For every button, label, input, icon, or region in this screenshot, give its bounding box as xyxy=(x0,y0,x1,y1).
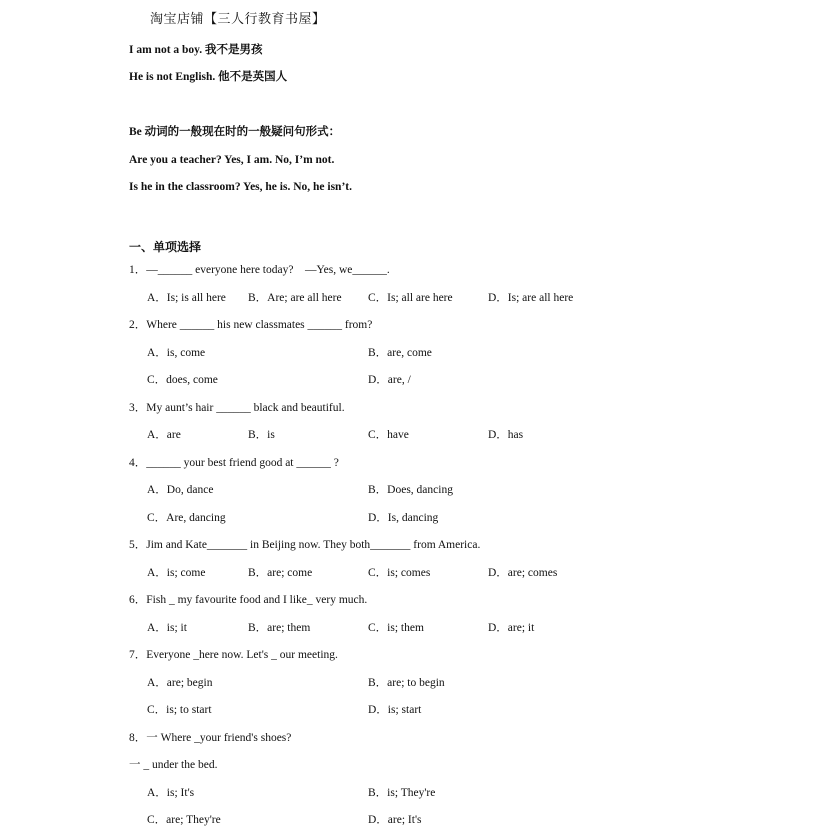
negative-example-1: I am not a boy. 我不是男孩 xyxy=(129,44,263,56)
option-b: B．are; them xyxy=(248,622,311,634)
question-stem: 2．Where ______ his new classmates ______ from? xyxy=(129,319,373,331)
option-b: B．is xyxy=(248,429,275,441)
option-b: B．Are; are all here xyxy=(248,292,342,304)
option-b: B．are; to begin xyxy=(368,677,445,689)
question-stem: 5．Jim and Kate_______ in Beijing now. They both_______ from America. xyxy=(129,539,481,551)
option-b: B．Does, dancing xyxy=(368,484,453,496)
question-stem: 3．My aunt’s hair ______ black and beautiful. xyxy=(129,402,345,414)
option-b: B．is; They're xyxy=(368,787,436,799)
option-a: A．is; come xyxy=(147,567,206,579)
question-example-2: Is he in the classroom? Yes, he is. No, he isn’t. xyxy=(129,181,352,193)
question-stem: 7．Everyone _here now. Let's _ our meeting. xyxy=(129,649,338,661)
option-d: D．Is, dancing xyxy=(368,512,439,524)
option-c: C．Are, dancing xyxy=(147,512,226,524)
question-stem: 4．______ your best friend good at ______ ? xyxy=(129,457,339,469)
option-d: D．has xyxy=(488,429,524,441)
option-d: D．is; start xyxy=(368,704,422,716)
option-d: D．are; It's xyxy=(368,814,422,826)
option-c: C．is; them xyxy=(368,622,424,634)
option-a: A．Is; is all here xyxy=(147,292,226,304)
option-d: D．are; it xyxy=(488,622,535,634)
option-d: D．are; comes xyxy=(488,567,558,579)
option-a: A．is; it xyxy=(147,622,187,634)
question-example-1: Are you a teacher? Yes, I am. No, I’m not. xyxy=(129,154,335,166)
question-stem: 8．一 Where _your friend's shoes? xyxy=(129,732,292,744)
option-c: C．Is; all are here xyxy=(368,292,453,304)
negative-example-2: He is not English. 他不是英国人 xyxy=(129,71,288,83)
option-d: D．Is; are all here xyxy=(488,292,574,304)
question-form-title: Be 动词的一般现在时的一般疑问句形式： xyxy=(129,126,341,138)
option-b: B．are, come xyxy=(368,347,432,359)
option-a: A．is; It's xyxy=(147,787,195,799)
option-a: A．are; begin xyxy=(147,677,213,689)
question-stem-reply: 一 _ under the bed. xyxy=(129,759,218,771)
option-a: A．are xyxy=(147,429,181,441)
section-title: 一、单项选择 xyxy=(129,240,202,254)
option-b: B．are; come xyxy=(248,567,313,579)
option-c: C．is; to start xyxy=(147,704,212,716)
option-a: A．is, come xyxy=(147,347,206,359)
option-c: C．is; comes xyxy=(368,567,431,579)
shop-name: 淘宝店铺【三人行教育书屋】 xyxy=(150,11,326,26)
option-d: D．are, / xyxy=(368,374,411,386)
question-stem: 1．—______ everyone here today? —Yes, we______. xyxy=(129,264,390,276)
option-c: C．are; They're xyxy=(147,814,221,826)
question-stem: 6．Fish _ my favourite food and I like_ very much. xyxy=(129,594,368,606)
option-a: A．Do, dance xyxy=(147,484,214,496)
option-c: C．have xyxy=(368,429,409,441)
option-c: C．does, come xyxy=(147,374,218,386)
